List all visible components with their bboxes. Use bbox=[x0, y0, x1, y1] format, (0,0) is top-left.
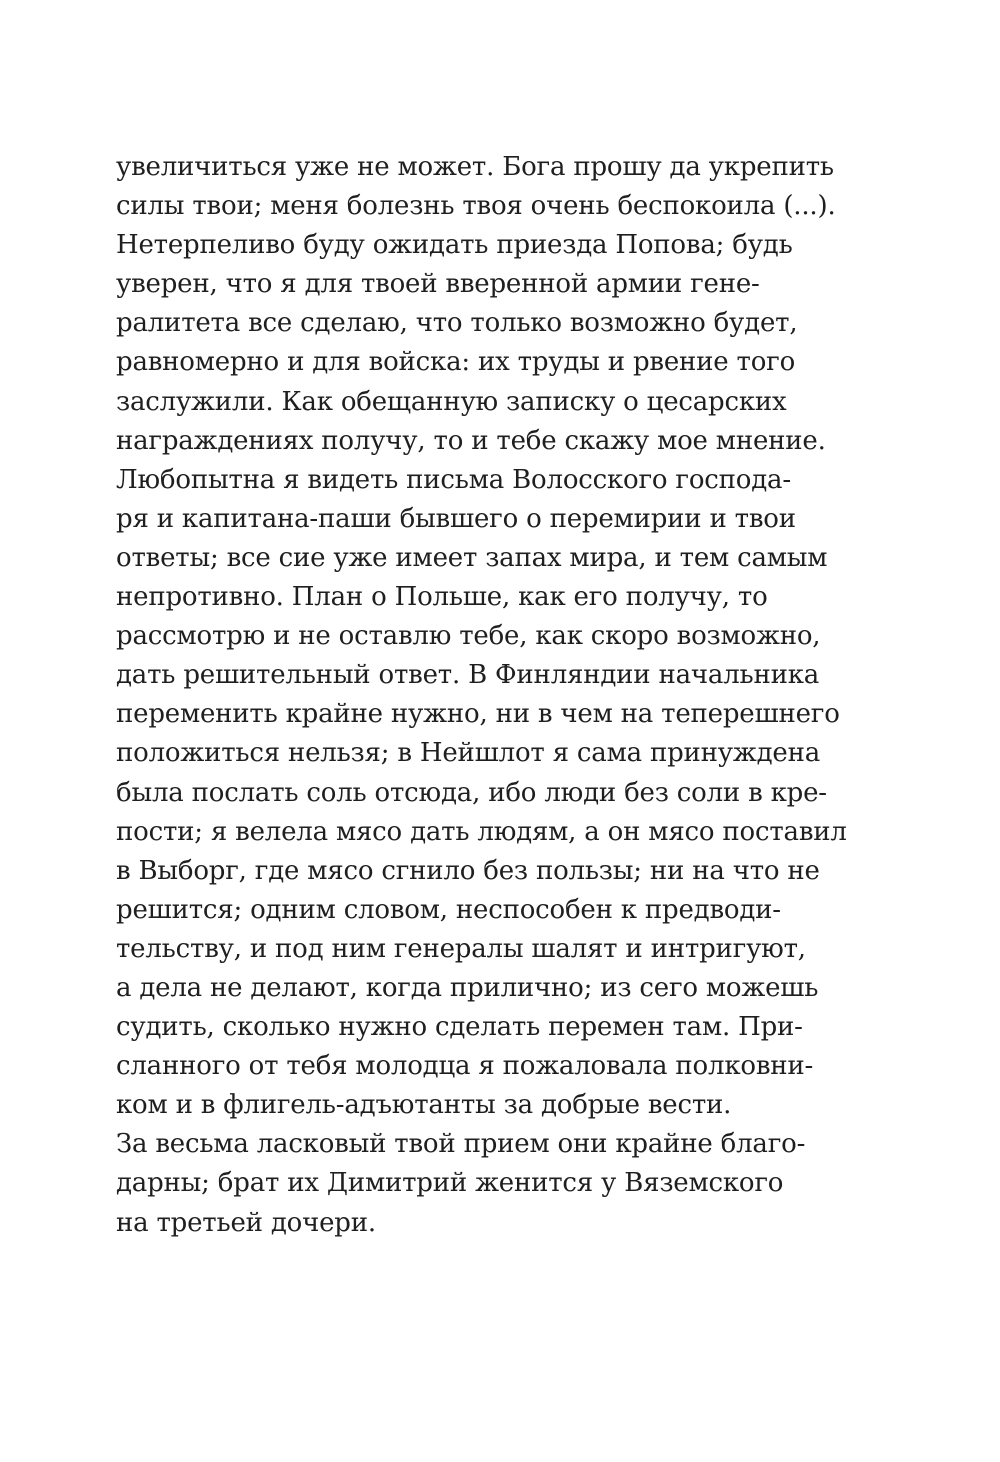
text-line: За весьма ласковый твой прием они крайне благо- bbox=[116, 1129, 806, 1160]
text-line: непротивно. План о Польше, как его получу, то bbox=[116, 582, 768, 613]
text-line: судить, сколько нужно сделать перемен там. При- bbox=[116, 1012, 803, 1043]
text-line: тельству, и под ним генералы шалят и интригуют, bbox=[116, 933, 806, 964]
text-line: дать решительный ответ. В Финляндии начальника bbox=[116, 660, 820, 691]
text-line: ря и капитана-паши бывшего о перемирии и твои bbox=[116, 503, 796, 534]
text-line: Любопытна я видеть письма Волосского господа- bbox=[116, 464, 791, 495]
text-line: пости; я велела мясо дать людям, а он мясо поставил bbox=[116, 816, 847, 847]
text-line: а дела не делают, когда прилично; из сего можешь bbox=[116, 972, 819, 1003]
text-line: в Выборг, где мясо сгнило без пользы; ни на что не bbox=[116, 855, 820, 886]
text-line: ответы; все сие уже имеет запах мира, и тем самым bbox=[116, 542, 828, 573]
text-line: рассмотрю и не оставлю тебе, как скоро возможно, bbox=[116, 621, 821, 652]
text-line: награждениях получу, то и тебе скажу мое мнение. bbox=[116, 425, 826, 456]
text-line: заслужили. Как обещанную записку о цесарских bbox=[116, 386, 787, 417]
text-line: Нетерпеливо буду ожидать приезда Попова; будь bbox=[116, 230, 793, 261]
text-line: переменить крайне нужно, ни в чем на теперешнего bbox=[116, 699, 840, 730]
text-line: сланного от тебя молодца я пожаловала полковни- bbox=[116, 1051, 814, 1082]
text-line: на третьей дочери. bbox=[116, 1207, 376, 1238]
text-line: дарны; брат их Димитрий женится у Вяземского bbox=[116, 1168, 784, 1199]
text-line: была послать соль отсюда, ибо люди без соли в кре- bbox=[116, 777, 827, 808]
text-line: силы твои; меня болезнь твоя очень беспокоила (...). bbox=[116, 191, 836, 222]
text-line: уверен, что я для твоей вверенной армии гене- bbox=[116, 269, 760, 300]
text-line: ралитета все сделаю, что только возможно будет, bbox=[116, 308, 798, 339]
text-line: равномерно и для войска: их труды и рвение того bbox=[116, 347, 796, 378]
text-line: решится; одним словом, неспособен к предводи- bbox=[116, 894, 781, 925]
text-line: увеличиться уже не может. Бога прошу да укрепить bbox=[116, 152, 834, 182]
text-line: положиться нельзя; в Нейшлот я сама принуждена bbox=[116, 738, 821, 769]
letter-text bbox=[116, 148, 847, 1243]
text-line: ком и в флигель-адъютанты за добрые вести. bbox=[116, 1090, 732, 1121]
